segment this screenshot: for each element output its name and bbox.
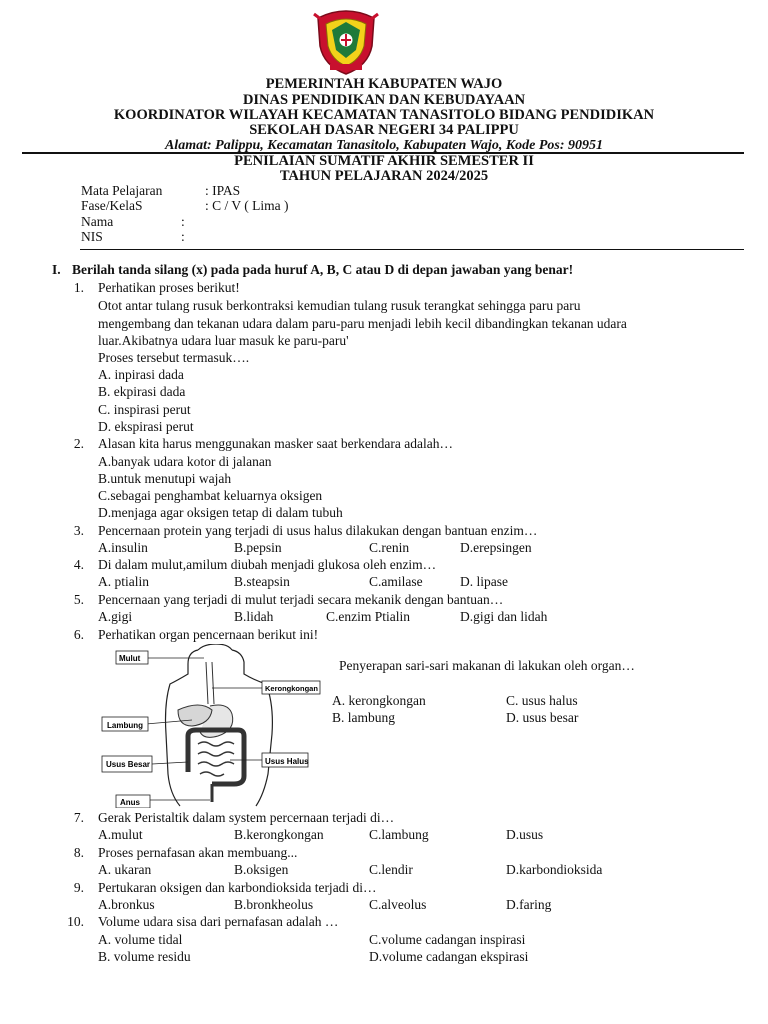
q7-option-a: A.mulut [98, 827, 143, 842]
label-anus: Anus [120, 798, 140, 807]
name-value: : [181, 214, 185, 229]
q1-option-c: C. inspirasi perut [98, 402, 191, 417]
q6-number: 6. [73, 627, 84, 642]
q6-option-b: B. lambung [332, 710, 395, 725]
small-intestine-shape [198, 742, 234, 776]
q1-option-b: B. ekpirasi dada [98, 384, 186, 399]
label-usus-besar: Usus Besar [106, 760, 151, 769]
q4-option-d: D. lipase [460, 574, 508, 589]
q9-option-c: C.alveolus [369, 897, 427, 912]
section-number: I. [52, 262, 61, 277]
q10-option-a: A. volume tidal [98, 932, 183, 947]
header-line-4: SEKOLAH DASAR NEGERI 34 PALIPPU [249, 122, 519, 138]
nis-value: : [181, 229, 185, 244]
q9-option-d: D.faring [506, 897, 552, 912]
q2-option-d: D.menjaga agar oksigen tetap di dalam tubuh [98, 505, 343, 520]
q2-text: Alasan kita harus menggunakan masker saat berkendara adalah… [98, 436, 453, 451]
q1-option-a: A. inpirasi dada [98, 367, 184, 382]
q4-option-a: A. ptialin [98, 574, 149, 589]
q10-option-c: C.volume cadangan inspirasi [369, 932, 526, 947]
q5-text: Pencernaan yang terjadi di mulut terjadi secara mekanik dengan bantuan… [98, 592, 504, 607]
header-line-3: KOORDINATOR WILAYAH KECAMATAN TANASITOLO BIDANG PENDIDIKAN [113, 107, 655, 123]
subject-label: Mata Pelajaran [81, 183, 163, 198]
q7-number: 7. [73, 810, 84, 825]
q5-option-a: A.gigi [98, 609, 133, 624]
exam-year: TAHUN PELAJARAN 2024/2025 [279, 168, 489, 184]
q9-option-a: A.bronkus [98, 897, 155, 912]
q1-text: Perhatikan proses berikut! [98, 280, 240, 295]
q3-text: Pencernaan protein yang terjadi di usus halus dilakukan dengan bantuan enzim… [98, 523, 538, 538]
q7-text: Gerak Peristaltik dalam system percernaan terjadi di… [98, 810, 395, 825]
q5-number: 5. [73, 592, 84, 607]
name-label: Nama [81, 214, 114, 229]
label-usus-halus: Usus Halus [265, 757, 309, 766]
info-divider [80, 249, 744, 250]
q3-number: 3. [73, 523, 84, 538]
q8-number: 8. [73, 845, 84, 860]
q2-option-a: A.banyak udara kotor di jalanan [98, 454, 272, 469]
q7-option-b: B.kerongkongan [234, 827, 324, 842]
label-lambung: Lambung [107, 721, 143, 730]
q1-number: 1. [73, 280, 84, 295]
header-line-2: DINAS PENDIDIKAN DAN KEBUDAYAAN [242, 92, 526, 108]
q5-option-c: C.enzim Ptialin [326, 609, 410, 624]
q2-option-b: B.untuk menutupi wajah [98, 471, 232, 486]
nis-label: NIS [81, 229, 103, 244]
q6-text: Perhatikan organ pencernaan berikut ini! [98, 627, 319, 642]
q10-number: 10. [67, 914, 84, 929]
q4-option-c: C.amilase [369, 574, 423, 589]
digestive-system-diagram [100, 644, 322, 808]
header-line-1: PEMERINTAH KABUPATEN WAJO [265, 76, 503, 92]
q4-text: Di dalam mulut,amilum diubah menjadi glukosa oleh enzim… [98, 557, 437, 572]
q7-option-d: D.usus [506, 827, 544, 842]
q1-passage-line: Otot antar tulang rusuk berkontraksi kemudian tulang rusuk terangkat sehingga paru paru [98, 298, 581, 313]
q4-option-b: B.steapsin [234, 574, 290, 589]
label-kerongkongan: Kerongkongan [265, 684, 318, 693]
q2-option-c: C.sebagai penghambat keluarnya oksigen [98, 488, 323, 503]
q3-option-d: D.erepsingen [460, 540, 532, 555]
label-mulut: Mulut [119, 654, 141, 663]
q2-number: 2. [73, 436, 84, 451]
q5-option-d: D.gigi dan lidah [460, 609, 548, 624]
q3-option-a: A.insulin [98, 540, 148, 555]
q10-option-d: D.volume cadangan ekspirasi [369, 949, 529, 964]
q8-option-c: C.lendir [369, 862, 413, 877]
q6-option-a: A. kerongkongan [332, 693, 426, 708]
section-instruction: Berilah tanda silang (x) pada pada huruf A, B, C atau D di depan jawaban yang benar! [72, 262, 574, 277]
header-address: Alamat: Palippu, Kecamatan Tanasitolo, Kabupaten Wajo, Kode Pos: 90951 [164, 138, 604, 153]
q1-passage-line: mengembang dan tekanan udara dalam paru-paru menjadi lebih kecil dibandingkan tekanan udara [98, 316, 627, 331]
q9-text: Pertukaran oksigen dan karbondioksida terjadi di… [98, 880, 377, 895]
q5-option-b: B.lidah [234, 609, 274, 624]
q9-option-b: B.bronkheolus [234, 897, 314, 912]
phase-value: : C / V ( Lima ) [205, 198, 289, 213]
q10-option-b: B. volume residu [98, 949, 191, 964]
q6-prompt: Penyerapan sari-sari makanan di lakukan oleh organ… [339, 658, 635, 673]
q1-option-d: D. ekspirasi perut [98, 419, 194, 434]
q6-option-d: D. usus besar [506, 710, 579, 725]
q8-option-a: A. ukaran [98, 862, 152, 877]
q3-option-c: C.renin [369, 540, 410, 555]
q9-number: 9. [73, 880, 84, 895]
q4-number: 4. [73, 557, 84, 572]
q8-option-b: B.oksigen [234, 862, 289, 877]
q7-option-c: C.lambung [369, 827, 429, 842]
esophagus-shape [206, 662, 214, 704]
exam-title: PENILAIAN SUMATIF AKHIR SEMESTER II [234, 153, 534, 169]
q8-text: Proses pernafasan akan membuang... [98, 845, 298, 860]
school-emblem-logo [310, 6, 382, 76]
subject-value: : IPAS [205, 183, 241, 198]
q6-option-c: C. usus halus [506, 693, 578, 708]
q10-text: Volume udara sisa dari pernafasan adalah … [98, 914, 339, 929]
q1-question: Proses tersebut termasuk…. [98, 350, 250, 365]
q3-option-b: B.pepsin [234, 540, 282, 555]
q1-passage-line: luar.Akibatnya udara luar masuk ke paru-paru' [98, 333, 349, 348]
q8-option-d: D.karbondioksida [506, 862, 603, 877]
phase-label: Fase/KelaS [81, 198, 143, 213]
